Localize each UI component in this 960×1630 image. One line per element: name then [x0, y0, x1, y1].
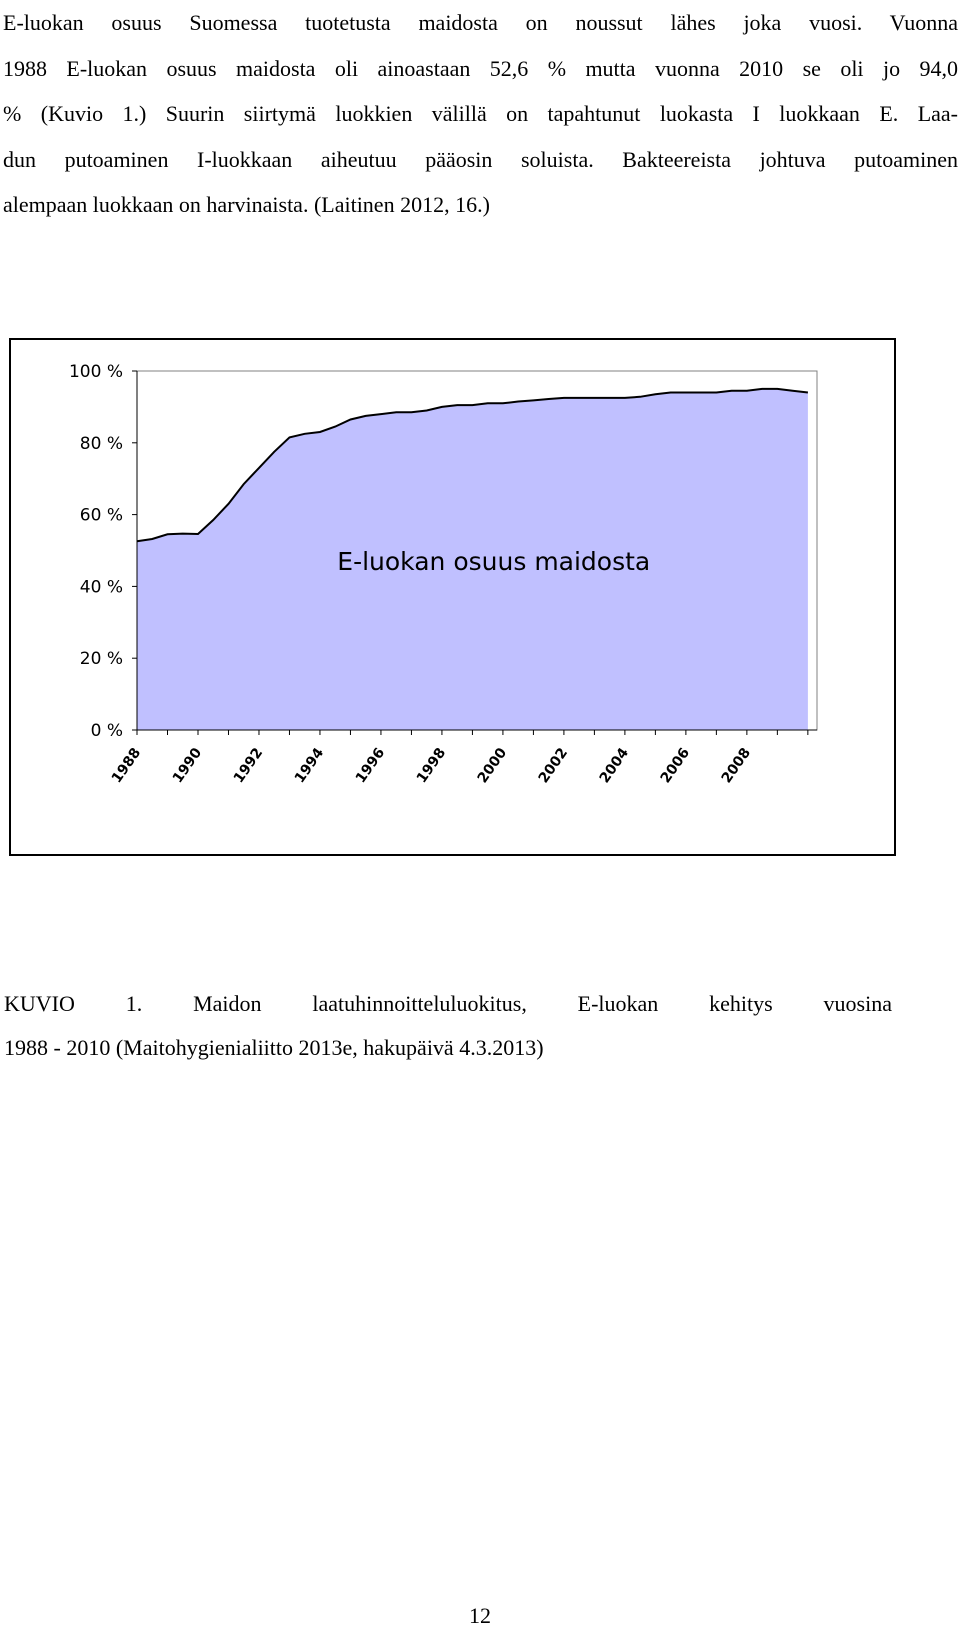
y-tick-label: 40 %	[79, 577, 123, 598]
chart-frame	[9, 338, 896, 856]
y-tick-label: 20 %	[79, 649, 123, 670]
x-tick-label: 1996	[352, 745, 389, 787]
x-tick-label: 1990	[169, 745, 206, 787]
paragraph-line: 1988 E-luokan osuus maidosta oli ainoastaan 52,6 % mutta vuonna 2010 se oli jo 94,0	[3, 55, 958, 81]
x-tick-label: 1988	[108, 745, 145, 787]
y-tick-label: 0 %	[90, 721, 123, 741]
x-tick-label: 2006	[657, 745, 694, 787]
series-annotation: E-luokan osuus maidosta	[337, 547, 651, 577]
x-tick-label: 1998	[413, 745, 450, 787]
x-tick-label: 2008	[718, 745, 755, 787]
x-tick-label: 2004	[596, 745, 633, 787]
y-tick-label: 100 %	[68, 362, 123, 382]
x-tick-label: 1994	[291, 745, 328, 787]
x-tick-label: 1992	[230, 745, 267, 787]
x-tick-label: 2002	[535, 745, 572, 787]
page-number: 12	[469, 1603, 491, 1628]
paragraph-line: % (Kuvio 1.) Suurin siirtymä luokkien välillä on tapahtunut luokasta I luokkaan E. Laa-	[3, 101, 958, 126]
paragraph-line: alempaan luokkaan on harvinaista. (Laitinen 2012, 16.)	[3, 192, 490, 217]
figure-caption	[4, 982, 892, 1070]
y-tick-label: 80 %	[79, 433, 123, 454]
area-chart	[11, 340, 894, 854]
paragraph-line: dun putoaminen I-luokkaan aiheutuu pääosin soluista. Bakteereista johtuva putoaminen	[3, 146, 958, 172]
caption-line: KUVIO 1. Maidon laatuhinnoitteluluokitus, E-luokan kehitys vuosina	[4, 991, 892, 1016]
body-paragraph	[3, 0, 958, 228]
y-tick-label: 60 %	[79, 505, 123, 526]
x-tick-label: 2000	[474, 745, 511, 787]
caption-line: 1988 - 2010 (Maitohygienialiitto 2013e, hakupäivä 4.3.2013)	[4, 1035, 544, 1060]
paragraph-line: E-luokan osuus Suomessa tuotetusta maidosta on noussut lähes joka vuosi. Vuonna	[3, 10, 958, 35]
